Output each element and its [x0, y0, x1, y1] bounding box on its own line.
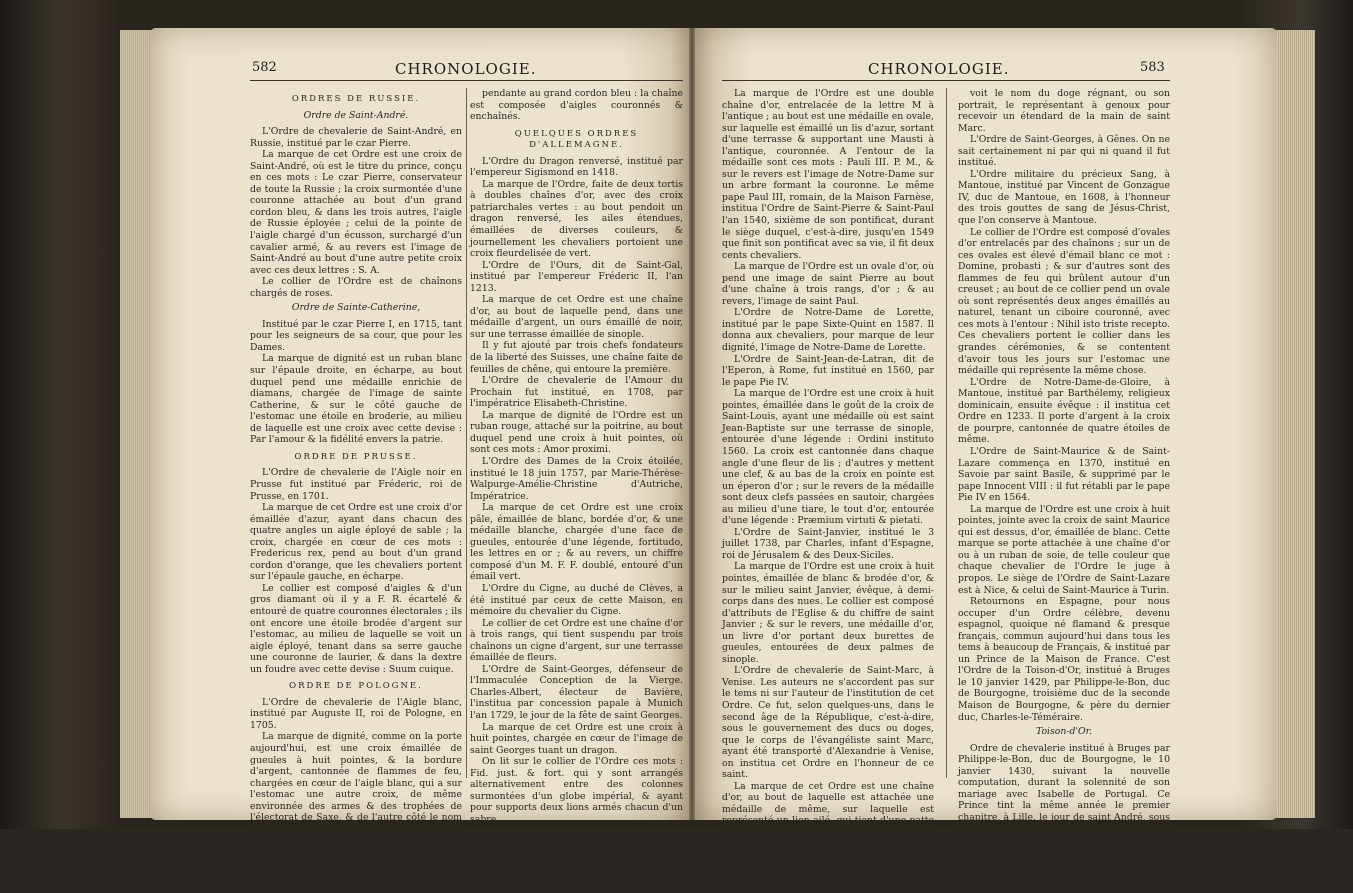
paragraph: pendante au grand cordon bleu : la chaîne est composée d'aigles couronnés & enchaînés. — [470, 88, 683, 123]
left-page-column-2 — [470, 88, 683, 870]
paragraph: La marque de dignité de l'Ordre est un ruban rouge, attaché sur la poitrine, au bout duquel pend une croix à huit pointes, où sont ces mots : Amor proximi. — [470, 409, 683, 456]
paragraph: L'Ordre du Cigne, au duché de Clèves, a été institué par ceux de cette Maison, en mémoire du chevalier du Cigne. — [470, 582, 683, 618]
paragraph: Le collier de l'Ordre est de chaînons chargés de roses. — [250, 276, 462, 299]
subsection-title: Ordre de Saint-André. — [303, 109, 409, 121]
paragraph: L'Ordre de Saint-Georges, défenseur de l'Immaculée Conception de la Vierge. Charles-Albert, électeur de Bavière, l'institua par concession papale à Munich l'an 1729, le jour de la fête de saint Georges. — [470, 663, 683, 721]
paragraph: L'Ordre de Notre-Dame-de-Gloire, à Mantoue, institué par Barthélemy, religieux dominicain, ensuite évêque : il institua cet Ordre en 1233. Il porte d'argent à la croix de pourpre, cantonnée de quatre étoiles de même. — [958, 376, 1170, 446]
paragraph: La marque de cet Ordre est une croix pâle, émaillée de blanc, bordée d'or, & une médaille blanche, chargée d'une face de gueules, entourée d'une légende, fortitudo, les lettres en or ; & au revers, un chiffre composé d'un M. F. F. doublé, entouré d'un émail vert. — [470, 502, 683, 583]
section-heading: QUELQUES ORDRES D'ITALIE. — [482, 831, 671, 842]
paragraph: L'Ordre de Saint-Maurice & de Saint-Lazare commença en 1370, institué en Savoie par saint Basile, & supprimé par le pape Innocent VIII : il fut rétabli par le pape Pie IV en 1564. — [958, 445, 1170, 504]
paragraph: L'Ordre militaire du précieux Sang, à Mantoue, institué par Vincent de Gonzague IV, duc de Mantoue, en 1608, à l'honneur des trois gouttes de sang de Jésus-Christ, que l'on conserve à Mantoue. — [958, 168, 1170, 227]
paragraph: La marque de cet Ordre est une croix de Saint-André, où est le titre du prince, conçu en ces mots : Le czar Pierre, conservateur de toute la Russie ; la croix surmontée d'une couronne attachée au bout d'un grand cordon bleu, & dans les trois autres, l'aigle de Russie éployée ; celui de la pointe de l'aigle chargé d'un écusson, surchargé d'un cavalier armé, & au revers est l'image de Saint-André au bout d'une autre petite croix avec ces deux lettres : S. A. — [250, 149, 462, 276]
paragraph: Institué par le czar Pierre I, en 1715, tant pour les seigneurs de sa cour, que pour les Dames. — [250, 318, 462, 353]
paragraph: L'Ordre du Dragon renversé, institué par l'empereur Sigismond en 1418. — [470, 155, 683, 179]
paragraph: L'Ordre de chevalerie de Saint-André, en Russie, institué par le czar Pierre. — [250, 126, 462, 149]
paragraph: Retournons en Espagne, pour nous occuper d'un Ordre célèbre, devenu espagnol, quoique né flamand & presque français, commun aujourd'hui dans tous les tems à beaucoup de Français, & institué par un Prince de la Maison de France. C'est l'Ordre de la Toison-d'Or, institué à Bruges le 10 janvier 1429, par Philippe-le-Bon, duc de Bourgogne, troisième duc de la seconde Maison de Bourgogne, & père du dernier duc, Charles-le-Téméraire. — [958, 596, 1170, 723]
right-column-divider — [946, 88, 947, 778]
paragraph: voit le nom du doge régnant, ou son portrait, le représentant à genoux pour recevoir un étendard de la main de saint Marc. — [958, 88, 1170, 134]
paragraph: La marque de dignité, comme on la porte aujourd'hui, est une croix émaillée de gueules à huit pointes, & la bordure d'argent, cantonnée de flammes de feu, chargées en cœur de l'aigle blanc, qui a sur l'estomac une autre croix, de même environnée des armes & des trophées de l'électorat de Saxe, & de l'autre côté le nom du Roi en chiffre, avec cette devise : Pro fide, rege & lege, le tout surmonté d'une petite couronne de diamant, — [250, 731, 462, 858]
paragraph: L'Ordre de Saint-Janvier, institué le 3 juillet 1738, par Charles, infant d'Espagne, roi de Jérusalem & des Deux-Siciles. — [722, 526, 934, 561]
left-page-number: 582 — [252, 60, 277, 75]
paragraph: L'Ordre de chevalerie de l'Aigle blanc, institué par Auguste II, roi de Pologne, en 1705. — [250, 696, 462, 731]
section-heading: ORDRE DE PRUSSE. — [294, 451, 418, 462]
right-page-number: 583 — [1140, 60, 1165, 75]
paragraph: La marque de l'Ordre est une croix à huit pointes, émaillée dans le goût de la croix de Saint-Louis, ayant une médaille où est saint Jean-Baptiste sur une terrasse de sinople, entourée d'une légende : Ordini instituto 1560. La croix est cantonnée dans chaque angle d'une fleur de lis ; d'autres y mettent une clef, & au bas de la croix en pointe est un éperon d'or ; sur le revers de la médaille sont deux clefs passées en sautoir, chargées au milieu d'une tiare, le tout d'or, entourée d'une légende : Præmium virtuti & pietati. — [722, 388, 934, 527]
left-column-divider — [466, 88, 467, 778]
paragraph: La marque de l'Ordre, faite de deux tortis à doubles chaînes d'or, avec des croix patriarchales vertes : au bout pendoit un dragon renversé, les ailes étendues, émaillées de diverses couleurs, & journellement les chevaliers portoient une croix fleurdelisée de vert. — [470, 178, 683, 260]
book-gutter — [689, 28, 695, 820]
right-header-rule — [722, 80, 1170, 81]
paragraph: La marque de l'Ordre est une double chaîne d'or, entrelacée de la lettre M à l'antique ; au bout est une médaille en ovale, sur laquelle est émaillé un lis d'azur, sortant d'une terrasse & supportant une Mausti à l'antique, couronnée. A l'entour de la médaille sont ces mots : Pauli III. P. M., & sur le revers est l'image de Notre-Dame sur un arbre formant la couronne. Le même pape Paul III, romain, de la Maison Farnèse, institua l'Ordre de Saint-Pierre & Saint-Paul l'an 1540, sixième de son pontificat, durant le siège duquel, c'est-à-dire, jusqu'en 1549 que finit son pontificat avec sa vie, il fit deux cents chevaliers. — [722, 88, 934, 261]
paragraph: On lit sur le collier de l'Ordre ces mots : Fid. just. & fort. qui y sont arrangés alternativement entre des colonnes surmontées d'un globe impérial, & ayant pour supports deux lions armés chacun d'un sabre. — [470, 756, 683, 825]
paragraph: Il y fut ajouté par trois chefs fondateurs de la liberté des Suisses, une chaîne faite de feuilles de chêne, qui entoure la première. — [470, 340, 683, 375]
paragraph: La marque de l'Ordre est une croix à huit pointes, émaillée de blanc & brodée d'or, & sur le milieu saint Janvier, évêque, à demi-corps dans des nues. Le collier est composé d'attributs de l'Eglise & du chiffre de saint Janvier ; & sur le revers, une médaille d'or, un livre d'or portant deux burettes de gueules, entourées de deux palmes de sinople. — [722, 561, 934, 665]
paragraph: L'Ordre de Saint-Georges, à Gênes. On ne sait certainement ni par qui ni quand il fut institué. — [958, 134, 1170, 169]
paragraph: L'Ordre de chevalerie de Saint-Marc, à Venise. Les auteurs ne s'accordent pas sur le tems ni sur l'auteur de l'institution de cet Ordre. Ce fut, selon quelques-uns, dans le second âge de la République, c'est-à-dire, sous le gouvernement des ducs ou doges, que le corps de l'évangéliste saint Marc, ayant été transporté d'Alexandrie à Venise, on institua cet Ordre en l'honneur de ce saint. — [722, 665, 934, 781]
subsection-title: Toison-d'Or. — [1035, 726, 1093, 738]
left-page-column-1 — [250, 88, 462, 858]
paragraph: La marque de dignité est un ruban blanc sur l'épaule droite, en écharpe, au bout duquel pend une médaille enrichie de diamans, chargée de l'image de sainte Catherine, & sur le côté gauche de l'estomac une étoile en broderie, au milieu de laquelle est une croix avec cette devise : Par l'amour & la fidélité envers la patrie. — [250, 353, 462, 446]
subsection-title: Ordre de Sainte-Catherine, — [291, 302, 421, 314]
section-heading: QUELQUES ORDRES D'ALLEMAGNE. — [514, 128, 639, 151]
paragraph: La marque de cet Ordre est une chaîne d'or, au bout de laquelle pend, dans une médaille d'argent, un ours émaillé de noir, sur une terrasse émaillée de sinople. — [470, 294, 683, 340]
paragraph: La marque de cet Ordre est une croix à huit pointes, chargée en cœur de l'image de saint Georges tuant un dragon. — [470, 721, 683, 756]
right-page-edges — [1275, 30, 1315, 818]
section-heading: ORDRE DE POLOGNE. — [289, 681, 423, 692]
paragraph: L'Ordre du Lis, institué par le pape Paul III. — [470, 847, 683, 870]
paragraph: Ordre de chevalerie institué à Bruges par Philippe-le-Bon, duc de Bourgogne, le 10 janvier 1430, suivant la nouvelle computation, durant la solennité de son mariage avec Isabelle de Portugal. Ce Prince tint la même année le premier chapitre, à Lille, le jour de saint André, sous la protection de qui il avoit mis le nouvel Ordre ; mais il n'en dressa les statuts que l'année suivante, dans la même ville. Il n'y eut d'abord que vingt-quatre chevaliers ; mais l'an 1516, Charles-Quint voulut qu'il y en eût cinquante, sans y comprendre le — [958, 742, 1170, 893]
paragraph: La marque de cet Ordre est une chaîne d'or, au bout de laquelle est attachée une médaille de même, sur laquelle est représenté un lion ailé, qui tient d'une patte une épée nue & un livre d'évangiles ouvert, avec ces paroles : Pax tibi, Marce, evangelista meus ; sur le revers de la médaille se — [722, 780, 934, 873]
paragraph: Le collier est composé d'aigles & d'un gros diamant où il y a F. R. écartelé & entouré de quatre couronnes électorales ; ils ont encore une étoile brodée d'argent sur l'estomac, au milieu de laquelle se voit un aigle éployé, tenant dans sa serre gauche une couronne de laurier, & dans la dextre un foudre avec cette devise : Suum cuique. — [250, 582, 462, 675]
left-running-head: CHRONOLOGIE. — [395, 60, 537, 78]
paragraph: La marque de l'Ordre est un ovale d'or, où pend une image de saint Pierre au bout d'une chaîne à trois rangs, d'or ; & au revers, l'image de saint Paul. — [722, 261, 934, 307]
left-header-rule — [250, 80, 683, 81]
paragraph: L'Ordre de Notre-Dame de Lorette, institué par le pape Sixte-Quint en 1587. Il donna aux chevaliers, pour marque de leur dignité, l'image de Notre-Dame de Lorette. — [722, 307, 934, 354]
paragraph: Le collier de l'Ordre est composé d'ovales d'or entrelacés par des chaînons ; sur un de ces ovales est élevé d'émail blanc ce mot : Domine, probasti ; & sur d'autres sont des flammes de feu qui brûlent autour d'un creuset ; au bout de ce collier pend un ovale où sont représentés deux anges émaillés au naturel, tenant un ciboire couronné, avec ces mots à l'entour : Nihil isto triste recepto. Ces chevaliers portent le collier dans les grandes cérémonies, & se contentent d'avoir tous les jours sur l'estomac une médaille qui représente la même chose. — [958, 226, 1170, 377]
paragraph: La marque de l'Ordre est une croix à huit pointes, jointe avec la croix de saint Maurice qui est dessus, d'or, émaillée de blanc. Cette marque se porte attachée à une chaîne d'or ou à un ruban de soie, de telle couleur que chaque chevalier de l'Ordre le juge à propos. Le siège de l'Ordre de Saint-Lazare est à Nice, & celui de Saint-Maurice à Turin. — [958, 503, 1170, 596]
right-page-column-2 — [958, 88, 1170, 893]
left-page-edges — [120, 30, 152, 818]
section-heading: ORDRES DE RUSSIE. — [291, 94, 421, 104]
right-page-column-1 — [722, 88, 934, 873]
paragraph: Le collier de cet Ordre est une chaîne d'or à trois rangs, qui tient suspendu par trois chaînons un cigne d'argent, sur une terrasse émaillée de fleurs. — [470, 617, 683, 664]
paragraph: L'Ordre de chevalerie de l'Aigle noir en Prusse fut institué par Fréderic, roi de Prusse, en 1701. — [250, 467, 462, 502]
right-running-head: CHRONOLOGIE. — [868, 60, 1010, 78]
paragraph: L'Ordre de Saint-Jean-de-Latran, dit de l'Eperon, à Rome, fut institué en 1560, par le pape Pie IV. — [722, 353, 934, 388]
paragraph: L'Ordre des Dames de la Croix étoilée, institué le 18 juin 1757, par Marie-Thérèse-Walpurge-Amélie-Christine d'Autriche, Impératrice. — [470, 455, 683, 502]
paragraph: La marque de cet Ordre est une croix d'or émaillée d'azur, ayant dans chacun des quatre angles un aigle éployé de sable ; la croix, chargée en cœur de ces mots : Fredericus rex, pend au bout d'un grand cordon d'orange, que les chevaliers portent sur l'épaule gauche, en écharpe. — [250, 502, 462, 583]
paragraph: L'Ordre de chevalerie de l'Amour du Prochain fut institué, en 1708, par l'impératrice Elisabeth-Christine. — [470, 375, 683, 410]
paragraph: L'Ordre de l'Ours, dit de Saint-Gal, institué par l'empereur Fréderic II, l'an 1213. — [470, 259, 683, 294]
